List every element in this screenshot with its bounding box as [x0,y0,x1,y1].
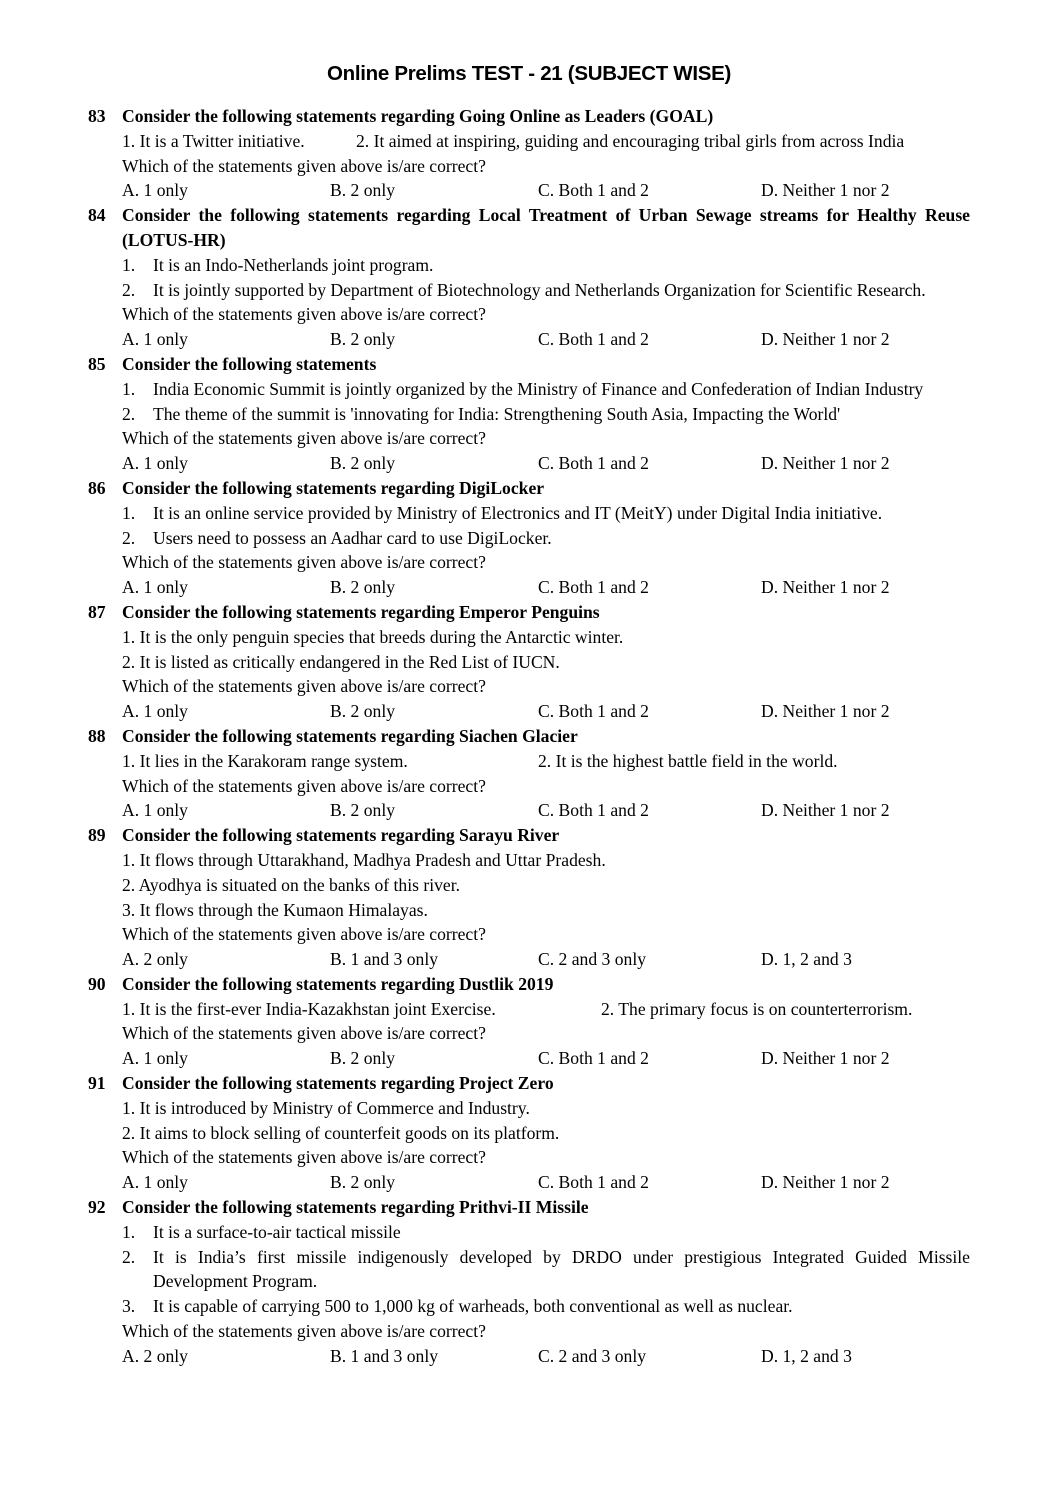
question-header [88,972,970,997]
question-stem: Consider the following statements regarding DigiLocker [122,477,545,498]
option-d[interactable]: D. Neither 1 nor 2 [761,577,890,598]
options-row [122,1344,970,1369]
statement-number: 1. [122,254,136,275]
options-row [122,575,970,600]
question-number: 88 [88,725,106,746]
statement-row [122,749,970,774]
option-c[interactable]: C. 2 and 3 only [538,949,647,970]
statement: 2. It aims to block selling of counterfeit goods on its platform. [122,1122,560,1143]
option-b[interactable]: B. 2 only [330,800,396,821]
question-stem: Consider the following statements [122,353,377,374]
question-prompt: Which of the statements given above is/are correct? [122,552,486,573]
option-b[interactable]: B. 2 only [330,453,396,474]
option-c[interactable]: C. Both 1 and 2 [538,1048,649,1069]
options-row [122,947,970,972]
statement-text: It is jointly supported by Department of Biotechnology and Netherlands Organization for Scientific Research. [153,279,926,300]
question-prompt: Which of the statements given above is/are correct? [122,304,486,325]
options-row [122,798,970,823]
statement [122,1220,970,1245]
question-header [88,823,970,848]
option-a[interactable]: A. 1 only [122,701,188,722]
question-prompt: Which of the statements given above is/are correct? [122,676,486,697]
option-a[interactable]: A. 1 only [122,800,188,821]
option-a[interactable]: A. 1 only [122,329,188,350]
question-prompt: Which of the statements given above is/are correct? [122,155,486,176]
question-stem: Consider the following statements regarding Siachen Glacier [122,725,578,746]
statement [122,1294,970,1319]
statement [122,501,970,526]
option-b[interactable]: B. 1 and 3 only [330,949,439,970]
question-body [122,129,970,203]
question [88,104,970,203]
question-stem: Consider the following statements regarding Dustlik 2019 [122,973,554,994]
question-prompt: Which of the statements given above is/are correct? [122,428,486,449]
question [88,972,970,1071]
option-b[interactable]: B. 2 only [330,577,396,598]
statement-text: It is an Indo-Netherlands joint program. [153,254,434,275]
option-d[interactable]: D. Neither 1 nor 2 [761,1172,890,1193]
statement: 3. It flows through the Kumaon Himalayas. [122,899,428,920]
option-c[interactable]: C. Both 1 and 2 [538,701,649,722]
question-body [122,253,970,352]
question-body [122,1096,970,1195]
statement: 1. It is the first-ever India-Kazakhstan joint Exercise. [122,998,496,1019]
option-b[interactable]: B. 2 only [330,1172,396,1193]
options-row [122,699,970,724]
option-b[interactable]: B. 1 and 3 only [330,1345,439,1366]
option-b[interactable]: B. 2 only [330,180,396,201]
statement-text: It is a surface-to-air tactical missile [153,1221,401,1242]
option-a[interactable]: A. 1 only [122,1048,188,1069]
option-a[interactable]: A. 1 only [122,453,188,474]
question-body [122,848,970,972]
option-d[interactable]: D. 1, 2 and 3 [761,1345,852,1366]
question-header [88,352,970,377]
question-number: 86 [88,477,106,498]
question-number: 92 [88,1197,106,1218]
statement-number: 2. [122,527,136,548]
question-stem: Consider the following statements regarding Sarayu River [122,825,560,846]
option-a[interactable]: A. 1 only [122,1172,188,1193]
question-stem: Consider the following statements regarding Going Online as Leaders (GOAL) [122,106,714,126]
statement: 1. It is introduced by Ministry of Commerce and Industry. [122,1097,530,1118]
question-stem: Consider the following statements regarding Prithvi-II Missile [122,1197,589,1218]
option-c[interactable]: C. 2 and 3 only [538,1345,647,1366]
statement [122,253,970,278]
question-header [88,476,970,501]
statement [122,278,970,303]
question-header [88,1071,970,1096]
question-number: 90 [88,973,106,994]
question-stem: Consider the following statements regarding Local Treatment of Urban Sewage streams for Healthy Reuse (LOTUS-HR) [122,205,970,250]
question-stem: Consider the following statements regarding Emperor Penguins [122,601,600,622]
question [88,600,970,724]
option-d[interactable]: D. Neither 1 nor 2 [761,701,890,722]
statement-number: 1. [122,378,136,399]
option-a[interactable]: A. 1 only [122,577,188,598]
statement-number: 3. [122,1296,136,1317]
question [88,1195,970,1369]
statement: 2. It is listed as critically endangered in the Red List of IUCN. [122,651,560,672]
question-prompt: Which of the statements given above is/are correct? [122,1321,486,1342]
statement-number: 2. [122,403,136,424]
question [88,724,970,823]
options-row [122,178,970,203]
question-header [88,600,970,625]
question-header [88,1195,970,1220]
statement: 1. It lies in the Karakoram range system. [122,750,408,771]
option-c[interactable]: C. Both 1 and 2 [538,577,649,598]
statement-text: It is capable of carrying 500 to 1,000 kg of warheads, both conventional as well as nuclear. [153,1296,793,1317]
question-body [122,997,970,1071]
statement: 2. It aimed at inspiring, guiding and encouraging tribal girls from across India [356,130,905,151]
statement: 1. It is a Twitter initiative. [122,130,305,151]
question [88,476,970,600]
question-body [122,1220,970,1369]
question [88,203,970,352]
option-c[interactable]: C. Both 1 and 2 [538,453,649,474]
page-title: Online Prelims TEST - 21 (SUBJECT WISE) [326,62,732,85]
statement [122,526,970,551]
statement [122,402,970,427]
option-b[interactable]: B. 2 only [330,329,396,350]
statement: 2. It is the highest battle field in the world. [538,750,838,771]
question-number: 84 [88,205,106,226]
statement-row [122,129,970,154]
statement [122,1245,970,1295]
option-d[interactable]: D. 1, 2 and 3 [761,949,852,970]
question-body [122,501,970,600]
options-row [122,327,970,352]
option-d[interactable]: D. Neither 1 nor 2 [761,453,890,474]
option-a[interactable]: A. 2 only [122,1345,188,1366]
statement-text: It is an online service provided by Ministry of Electronics and IT (MeitY) under Digital India initiative. [153,502,883,523]
question-number: 91 [88,1073,106,1094]
statement [122,377,970,402]
question [88,1071,970,1195]
statement-text: It is India’s first missile indigenously developed by DRDO under prestigious Integrated Guided Missile Development Program. [153,1246,970,1292]
option-b[interactable]: B. 2 only [330,701,396,722]
statement-number: 2. [122,1246,136,1267]
statement: 2. The primary focus is on counterterrorism. [601,998,913,1019]
statement-number: 1. [122,1221,136,1242]
question-body [122,625,970,724]
question-prompt: Which of the statements given above is/are correct? [122,1147,486,1168]
question-number: 83 [88,106,106,126]
statement-number: 1. [122,502,136,523]
statement: 2. Ayodhya is situated on the banks of this river. [122,874,460,895]
option-a[interactable]: A. 2 only [122,949,188,970]
question-body [122,377,970,476]
question-stem: Consider the following statements regarding Project Zero [122,1073,554,1094]
options-row [122,1046,970,1071]
option-a[interactable]: A. 1 only [122,180,188,201]
option-d[interactable]: D. Neither 1 nor 2 [761,329,890,350]
options-row [122,1170,970,1195]
option-d[interactable]: D. Neither 1 nor 2 [761,800,890,821]
statement: 1. It flows through Uttarakhand, Madhya Pradesh and Uttar Pradesh. [122,849,606,870]
statement-row [122,997,970,1022]
question [88,823,970,972]
statement-number: 2. [122,279,136,300]
option-b[interactable]: B. 2 only [330,1048,396,1069]
option-c[interactable]: C. Both 1 and 2 [538,1172,649,1193]
option-c[interactable]: C. Both 1 and 2 [538,329,649,350]
question-number: 89 [88,825,106,846]
option-d[interactable]: D. Neither 1 nor 2 [761,1048,890,1069]
question-prompt: Which of the statements given above is/are correct? [122,775,486,796]
question-header [88,724,970,749]
question [88,352,970,476]
question-header [88,104,970,129]
question-header [88,203,970,253]
option-c[interactable]: C. Both 1 and 2 [538,800,649,821]
statement-text: The theme of the summit is 'innovating for India: Strengthening South Asia, Impacting the World' [153,403,841,424]
statement: 1. It is the only penguin species that breeds during the Antarctic winter. [122,626,624,647]
option-d[interactable]: D. Neither 1 nor 2 [761,180,890,201]
question-prompt: Which of the statements given above is/are correct? [122,1023,486,1044]
statement-text: Users need to possess an Aadhar card to use DigiLocker. [153,527,552,548]
question-list [88,104,970,1369]
question-body [122,749,970,823]
options-row [122,451,970,476]
question-number: 87 [88,601,106,622]
question-prompt: Which of the statements given above is/are correct? [122,924,486,945]
option-c[interactable]: C. Both 1 and 2 [538,180,649,201]
statement-text: India Economic Summit is jointly organized by the Ministry of Finance and Confederation of Indian Industry [153,378,924,399]
question-number: 85 [88,353,106,374]
